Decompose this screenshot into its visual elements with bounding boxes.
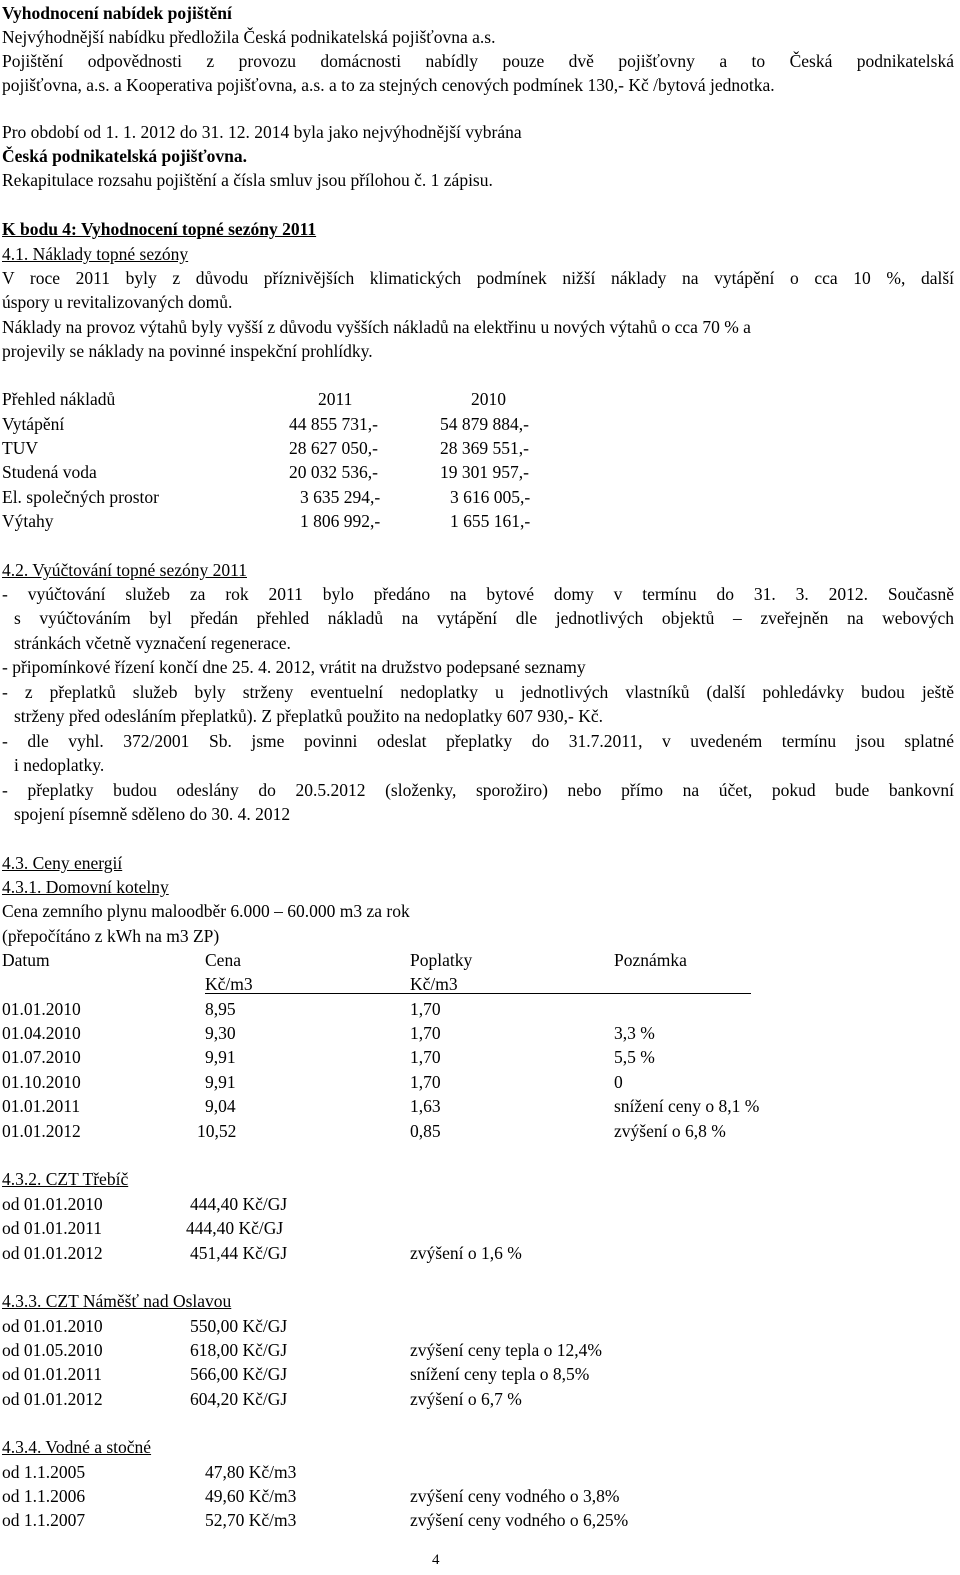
liability-text-line-1: Pojištění odpovědnosti z provozu domácnosti nabídly pouze dvě pojišťovny a to Česká podnikatelská [2, 51, 954, 71]
cost-2011: 28 627 050,- [289, 438, 378, 458]
price-value: 550,00 Kč/GJ [190, 1316, 288, 1336]
billing-bullet-3-line-2: strženy před odesláním přeplatků). Z přeplatků použito na nedoplatky 607 930,- Kč. [14, 706, 604, 726]
gas-fee: 1,70 [410, 1023, 441, 1043]
gas-note: 3,3 % [614, 1023, 655, 1043]
gas-note: snížení ceny o 8,1 % [614, 1096, 760, 1116]
price-value: 566,00 Kč/GJ [190, 1364, 288, 1384]
price-date: od 01.01.2011 [2, 1218, 102, 1238]
water-title: 4.3.4. Vodné a stočné [2, 1437, 152, 1457]
gas-note: 0 [614, 1072, 623, 1092]
heating-costs-para1-line1: V roce 2011 byly z důvodu příznivějších klimatických podmínek nižší náklady na vytápění o cca 10 %, další [2, 268, 954, 288]
gas-header-note: Poznámka [614, 950, 687, 970]
price-date: od 1.1.2006 [2, 1486, 86, 1506]
cost-2010: 28 369 551,- [440, 438, 529, 458]
gas-date: 01.07.2010 [2, 1047, 81, 1067]
cost-header-label: Přehled nákladů [2, 389, 116, 409]
billing-bullet-3-line-1: - z přeplatků služeb byly strženy eventuelní nedoplatky u jednotlivých vlastníků (další pohledávky budou ještě [2, 682, 954, 702]
gas-date: 01.04.2010 [2, 1023, 81, 1043]
gas-note: 5,5 % [614, 1047, 655, 1067]
cost-2011: 1 806 992,- [300, 511, 381, 531]
cost-2010: 54 879 884,- [440, 414, 529, 434]
price-note: zvýšení o 6,7 % [410, 1389, 522, 1409]
gas-note: zvýšení o 6,8 % [614, 1121, 726, 1141]
cost-item: Vytápění [2, 414, 65, 434]
gas-price: 8,95 [205, 999, 236, 1019]
price-value: 47,80 Kč/m3 [205, 1462, 297, 1482]
best-offer-line: Nejvýhodnější nabídku předložila Česká podnikatelská pojišťovna a.s. [2, 27, 496, 47]
gas-price: 10,52 [197, 1121, 237, 1141]
cost-2010: 3 616 005,- [450, 487, 531, 507]
cost-header-2010: 2010 [471, 389, 506, 409]
price-value: 52,70 Kč/m3 [205, 1510, 297, 1530]
gas-price: 9,91 [205, 1047, 236, 1067]
czt-namest-title: 4.3.3. CZT Náměšť nad Oslavou [2, 1291, 232, 1311]
energy-title: 4.3. Ceny energií [2, 853, 123, 873]
price-note: zvýšení ceny vodného o 6,25% [410, 1510, 629, 1530]
cost-item: El. společných prostor [2, 487, 159, 507]
price-date: od 01.01.2012 [2, 1389, 103, 1409]
gas-fee: 1,70 [410, 1047, 441, 1067]
insurance-recap: Rekapitulace rozsahu pojištění a čísla smluv jsou přílohou č. 1 zápisu. [2, 170, 493, 190]
cost-header-2011: 2011 [318, 389, 353, 409]
cost-item: Výtahy [2, 511, 54, 531]
czt-trebic-title: 4.3.2. CZT Třebíč [2, 1169, 129, 1189]
gas-price-note-2: (přepočítáno z kWh na m3 ZP) [2, 926, 220, 946]
heating-costs-para2-line2: projevily se náklady na povinné inspekční prohlídky. [2, 341, 373, 361]
price-note: zvýšení ceny vodného o 3,8% [410, 1486, 620, 1506]
cost-2011: 20 032 536,- [289, 462, 378, 482]
price-value: 451,44 Kč/GJ [190, 1243, 288, 1263]
boiler-rooms-title: 4.3.1. Domovní kotelny [2, 877, 169, 897]
gas-fee: 1,63 [410, 1096, 441, 1116]
gas-date: 01.01.2011 [2, 1096, 81, 1116]
price-note: zvýšení ceny tepla o 12,4% [410, 1340, 602, 1360]
billing-bullet-1-line-3: stránkách včetně vyznačení regenerace. [14, 633, 291, 653]
cost-2011: 3 635 294,- [300, 487, 381, 507]
cost-2011: 44 855 731,- [289, 414, 378, 434]
billing-title: 4.2. Vyúčtování topné sezóny 2011 [2, 560, 247, 580]
billing-bullet-5-line-1: - přeplatky budou odeslány do 20.5.2012 (složenky, sporožiro) nebo přímo na účet, pokud bude bankovní [2, 780, 954, 800]
price-date: od 1.1.2005 [2, 1462, 86, 1482]
item4-heading: K bodu 4: Vyhodnocení topné sezóny 2011 [2, 219, 317, 239]
insurance-winner: Česká podnikatelská pojišťovna. [2, 146, 247, 166]
price-date: od 01.01.2010 [2, 1316, 103, 1336]
billing-bullet-1-line-2: s vyúčtováním byl předán přehled nákladů na vytápění dle jednotlivých objektů – zveřejněn na webových [14, 608, 954, 628]
gas-fee: 1,70 [410, 999, 441, 1019]
gas-date: 01.10.2010 [2, 1072, 81, 1092]
price-note: zvýšení o 1,6 % [410, 1243, 522, 1263]
gas-header-price: Cena [205, 950, 241, 970]
billing-bullet-1-line-1: - vyúčtování služeb za rok 2011 bylo předáno na bytové domy v termínu do 31. 3. 2012. Současně [2, 584, 954, 604]
billing-bullet-2: - připomínkové řízení končí dne 25. 4. 2012, vrátit na družstvo podepsané seznamy [2, 657, 586, 677]
insurance-period: Pro období od 1. 1. 2012 do 31. 12. 2014 byla jako nejvýhodnější vybrána [2, 122, 522, 142]
price-note: snížení ceny tepla o 8,5% [410, 1364, 590, 1384]
billing-bullet-5-line-2: spojení písemně sděleno do 30. 4. 2012 [14, 804, 291, 824]
gas-unit-price: Kč/m3 [205, 974, 253, 994]
cost-2010: 1 655 161,- [450, 511, 531, 531]
gas-header-underline [205, 993, 751, 994]
gas-unit-fees: Kč/m3 [410, 974, 458, 994]
gas-header-fees: Poplatky [410, 950, 473, 970]
price-date: od 1.1.2007 [2, 1510, 86, 1530]
insurance-heading: Vyhodnocení nabídek pojištění [2, 3, 232, 23]
billing-bullet-4-line-1: - dle vyhl. 372/2001 Sb. jsme povinni odeslat přeplatky do 31.7.2011, v uvedeném termínu jsou splatné [2, 731, 954, 751]
price-date: od 01.01.2012 [2, 1243, 103, 1263]
gas-price-note-1: Cena zemního plynu maloodběr 6.000 – 60.000 m3 za rok [2, 901, 410, 921]
gas-fee: 0,85 [410, 1121, 441, 1141]
cost-item: TUV [2, 438, 38, 458]
gas-price: 9,04 [205, 1096, 236, 1116]
gas-header-date: Datum [2, 950, 50, 970]
price-date: od 01.01.2011 [2, 1364, 102, 1384]
gas-date: 01.01.2012 [2, 1121, 81, 1141]
liability-text-line-2: pojišťovna, a.s. a Kooperativa pojišťovna, a.s. a to za stejných cenových podmínek 130,- Kč /bytová jednotka. [2, 75, 775, 95]
heating-costs-para2-line1: Náklady na provoz výtahů byly vyšší z důvodu vyšších nákladů na elektřinu u nových výtahů o cca 70 % a [2, 317, 751, 337]
price-date: od 01.01.2010 [2, 1194, 103, 1214]
price-value: 604,20 Kč/GJ [190, 1389, 288, 1409]
price-value: 49,60 Kč/m3 [205, 1486, 297, 1506]
cost-2010: 19 301 957,- [440, 462, 529, 482]
gas-price: 9,30 [205, 1023, 236, 1043]
gas-price: 9,91 [205, 1072, 236, 1092]
gas-date: 01.01.2010 [2, 999, 81, 1019]
gas-fee: 1,70 [410, 1072, 441, 1092]
price-value: 618,00 Kč/GJ [190, 1340, 288, 1360]
page-number: 4 [432, 1552, 440, 1568]
cost-item: Studená voda [2, 462, 97, 482]
price-value: 444,40 Kč/GJ [190, 1194, 288, 1214]
billing-bullet-4-line-2: i nedoplatky. [14, 755, 105, 775]
price-date: od 01.05.2010 [2, 1340, 103, 1360]
heating-costs-para1-line2: úspory u revitalizovaných domů. [2, 292, 233, 312]
heating-costs-title: 4.1. Náklady topné sezóny [2, 244, 189, 264]
price-value: 444,40 Kč/GJ [186, 1218, 284, 1238]
